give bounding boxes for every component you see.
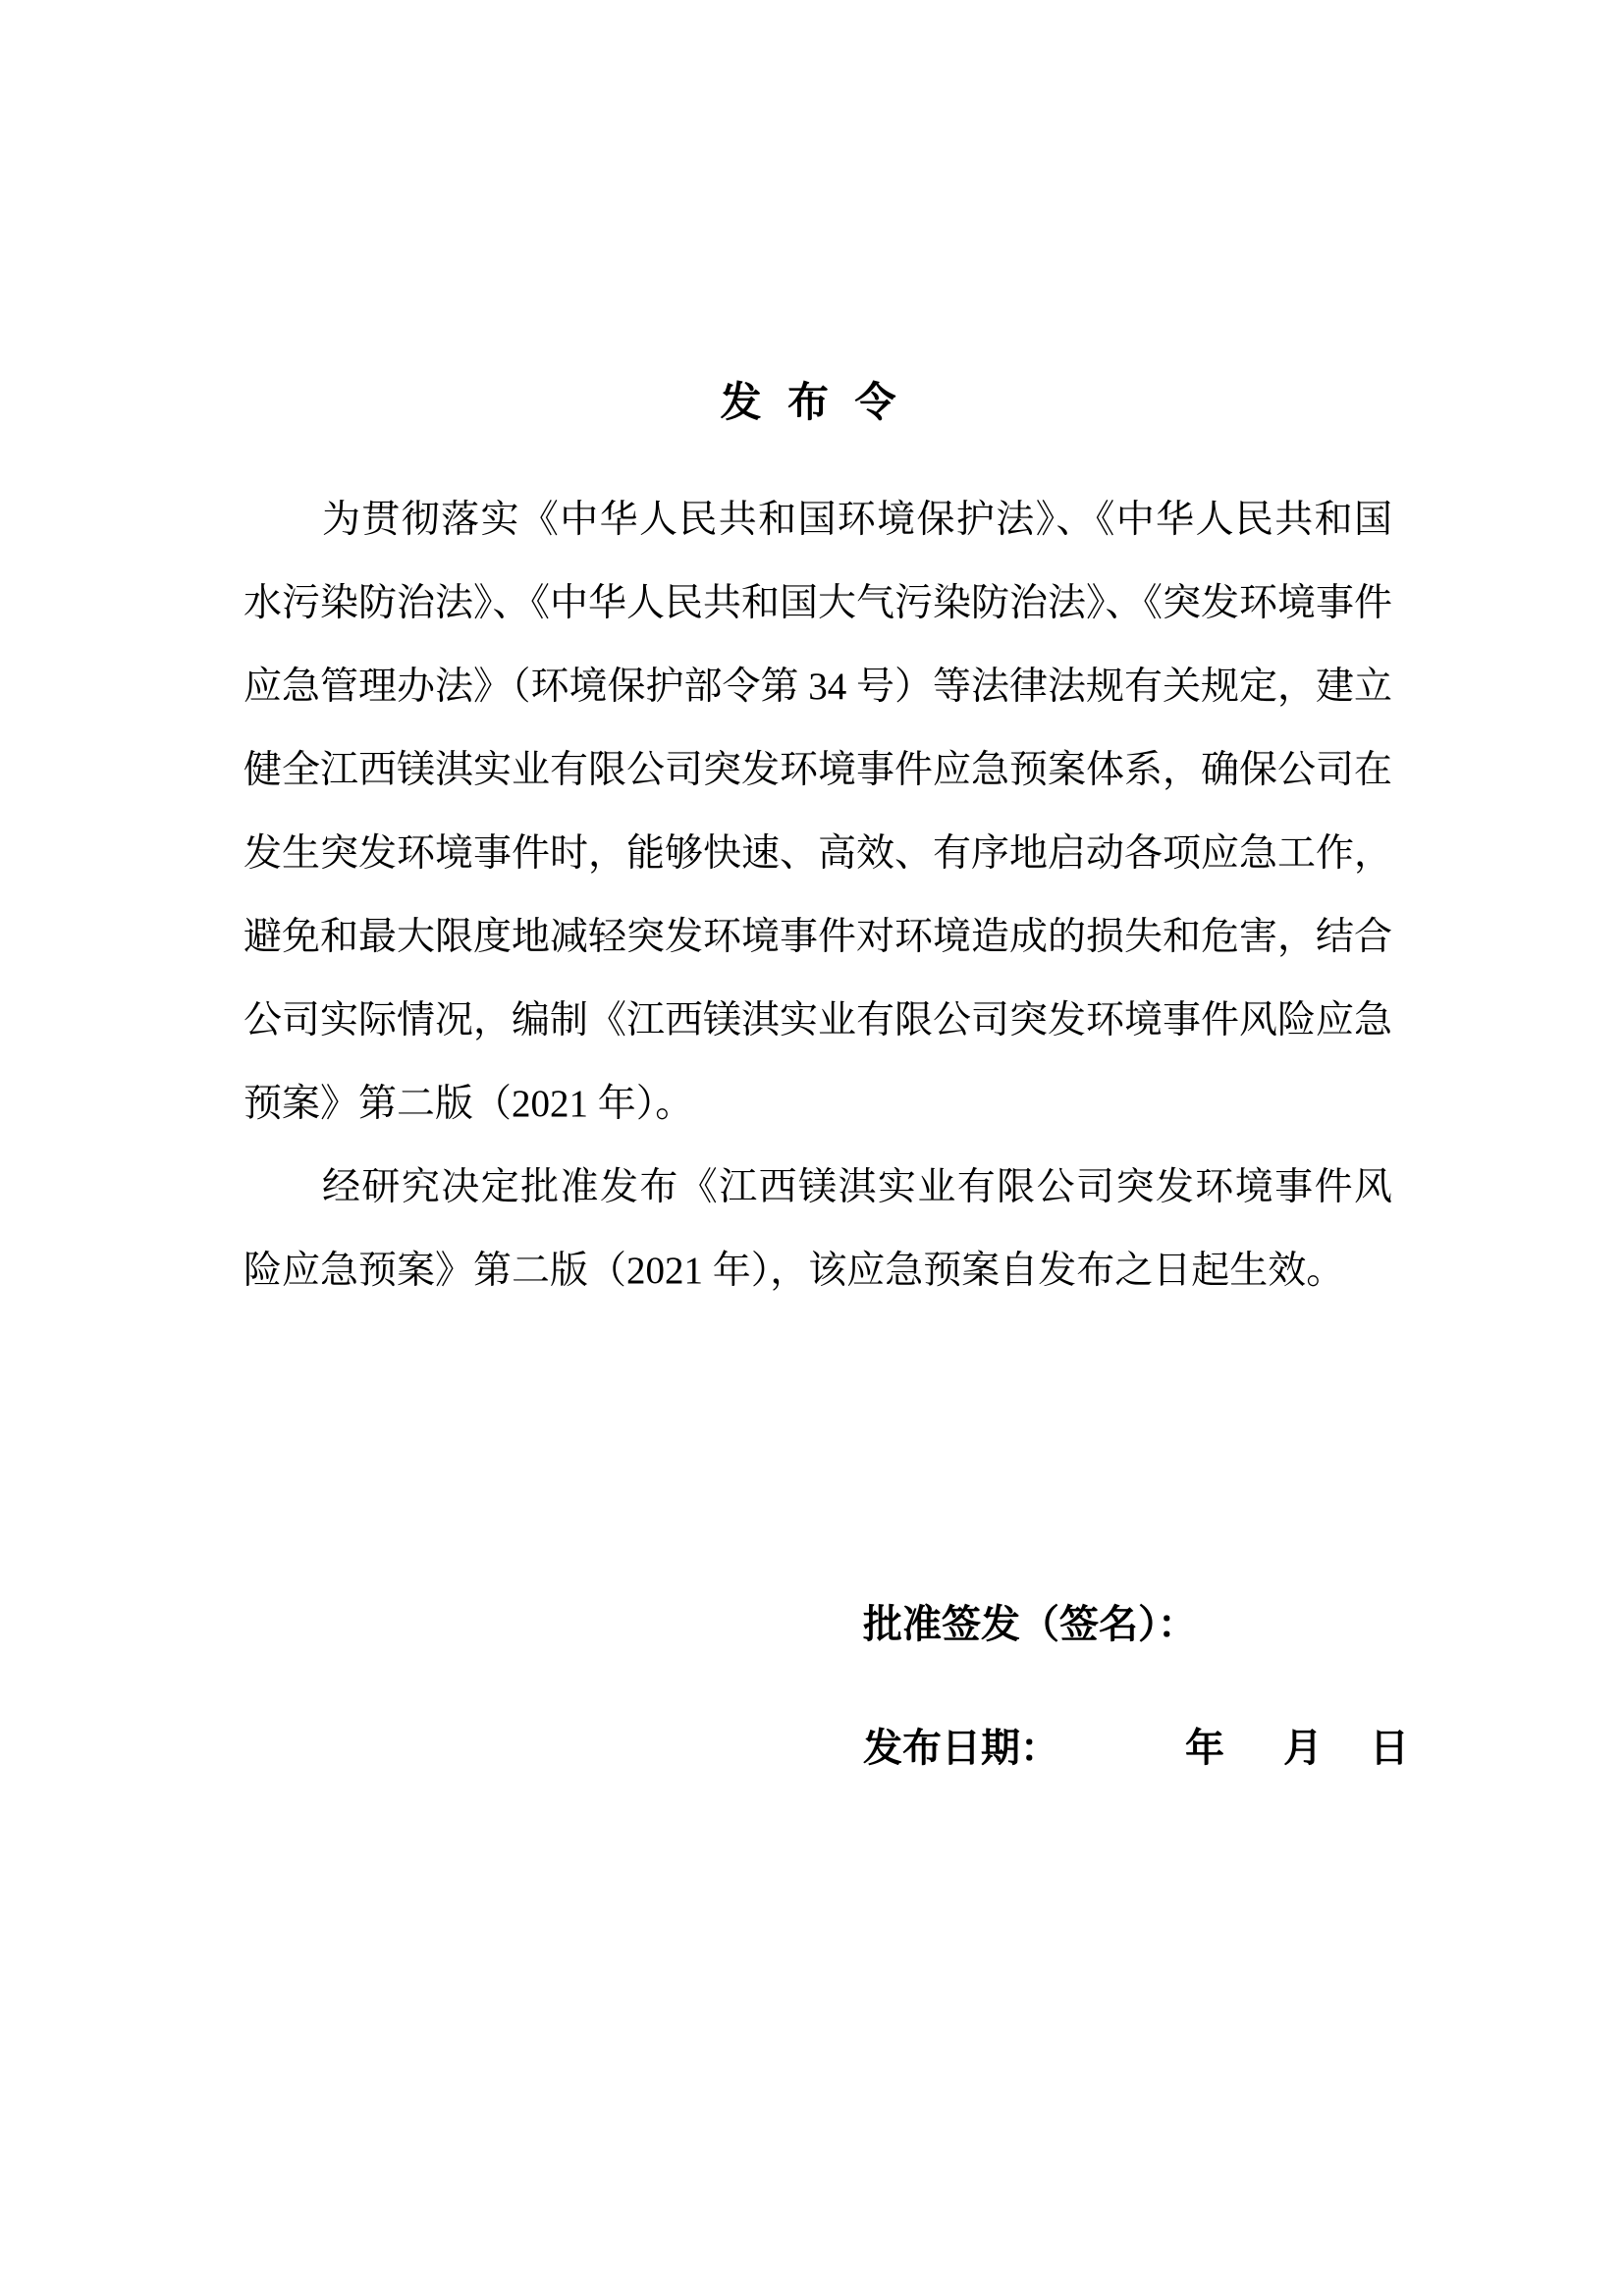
document-title: 发 布 令 [720,381,904,426]
month-label: 月 [1283,1726,1323,1770]
approval-signature-line: 批准签发（签名）： [863,1602,1197,1646]
paragraph-legal-basis: 为贯彻落实《中华人民共和国环境保护法》、《中华人民共和国水污染防治法》、《中华人民共和国大气污染防治法》、《突发环境事件应急管理办法》（环境保护部令第 34 号）等法律法规有关规定，建立健全江西镁淇实业有限公司突发环境事件应急预案体系，确保公司在发生突发环境事件时，能够快速、高效、有序地启动各项应急工作，避免和最大限度地减轻突发环境事件对环境造成的损失和危害，结合公司实际情况，编制《江西镁淇实业有限公司突发环境事件风险应急预案》第二版（2021 年）。 [244,499,1393,1125]
release-date-line [863,1724,1409,1773]
signature-block [863,1600,1409,1773]
release-date-label: 发布日期： [863,1726,1059,1770]
paragraph-approval-statement: 经研究决定批准发布《江西镁淇实业有限公司突发环境事件风险应急预案》第二版（2021 年），该应急预案自发布之日起生效。 [244,1166,1392,1292]
document-body [244,478,1392,1312]
day-label: 日 [1370,1726,1409,1770]
year-label: 年 [1185,1726,1224,1770]
